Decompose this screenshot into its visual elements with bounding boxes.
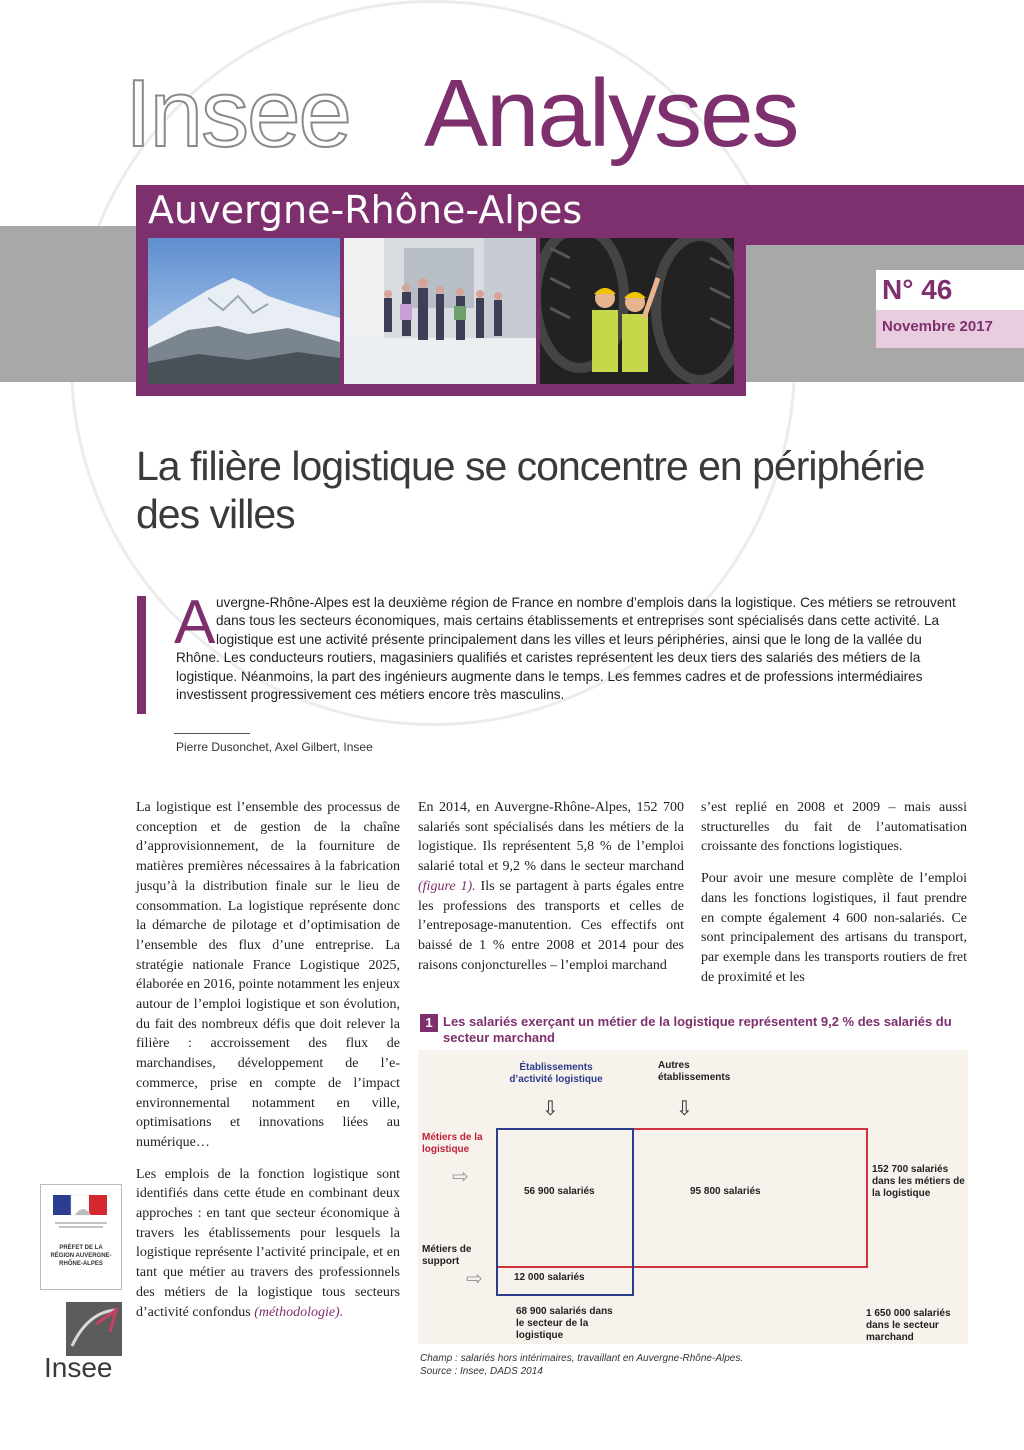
paragraph-text: Ils se partagent à parts égales entre les professions des transports et celles de l’entreposage-manutention. Ces effectifs ont baissé de 1 % entre 2008 et 2014 pour des raisons conjoncturelles – l’emploi marchand <box>418 878 684 973</box>
paragraph <box>136 1165 400 1323</box>
body-column-2 <box>418 798 684 987</box>
paragraph-text: Les emplois de la fonction logistique sont identifiés dans cette étude en combinant deux approches : en tant que secteur économique à travers les établissements pour lesquels la logistique représente l’activité principale, et en tant que métier au travers des professionnels des métiers de la logistique tous secteurs d’activité confondus <box>136 1166 400 1320</box>
down-arrow-icon: ⇩ <box>676 1098 693 1120</box>
row-label-logistics-jobs: Métiers de la logistique <box>422 1132 483 1155</box>
analyses-wordmark: Analyses <box>424 60 798 167</box>
abstract-dropcap: A <box>174 588 216 657</box>
paragraph: s’est replié en 2008 et 2009 – mais aussi structurelles du fait de l’automatisation croissante des fonctions logistiques. <box>701 800 967 855</box>
figure-caption <box>420 1352 743 1378</box>
figure-number: 1 <box>420 1014 438 1032</box>
row-label-support-jobs: Métiers de support <box>422 1244 472 1267</box>
column-label-other-establishments: Autres établissements <box>658 1060 731 1083</box>
logistics-sector-box <box>496 1128 634 1296</box>
total-logistics-sector: 68 900 salariés dans le secteur de la logistique <box>516 1306 613 1341</box>
abstract <box>174 588 966 704</box>
right-arrow-icon: ⇨ <box>466 1268 483 1290</box>
total-market-sector: 1 650 000 salariés dans le secteur marchand <box>866 1308 951 1343</box>
figure-1-link[interactable]: (figure 1). <box>418 878 476 894</box>
article-title: La filière logistique se concentre en périphérie des villes <box>136 443 925 537</box>
paragraph <box>418 798 684 975</box>
prefecture-label: PRÉFET DE LA RÉGION AUVERGNE-RHÔNE-ALPES <box>50 1245 112 1267</box>
column-label-logistics-establishments: Établissements d’activité logistique <box>509 1062 603 1085</box>
abstract-text: uvergne-Rhône-Alpes est la deuxième région de France en nombre d’emplois dans la logistique. Ces métiers se retrouvent dans tous les secteurs économiques, mais certains établissements et entreprises sont spécialisés dans cette activité. La logistique est une activité présente principalement dans les villes et leurs périphéries, ainsi que le long de la vallée du Rhône. Les conducteurs routiers, magasiniers qualifiés et caristes représentent les deux tiers des salariés des métiers de la logistique. Néanmoins, la part des ingénieurs augmente dans le temps. Les femmes cadres et de professions intermédiaires investissent progressivement ces métiers encore très masculins. <box>176 595 956 703</box>
right-arrow-icon: ⇨ <box>452 1166 469 1188</box>
insee-logo-text: Insee <box>44 1352 113 1383</box>
down-arrow-icon: ⇩ <box>542 1098 559 1120</box>
paragraph-text: En 2014, en Auvergne-Rhône-Alpes, 152 700 salariés sont spécialisés dans les métiers de la logistique. Ils représentent 5,8 % de l’emploi salarié total et 9,2 % dans le secteur marchand <box>418 800 684 875</box>
tyres-workers-photo <box>540 238 734 384</box>
methodology-link[interactable]: (méthodologie). <box>254 1304 344 1320</box>
figure-scope: Champ : salariés hors intérimaires, travaillant en Auvergne-Rhône-Alpes. <box>420 1353 744 1364</box>
abstract-bar <box>137 596 146 714</box>
cell-other-sector-logistics-jobs: 95 800 salariés <box>690 1186 761 1197</box>
cell-logistics-sector-logistics-jobs: 56 900 salariés <box>524 1186 595 1197</box>
issue-date: Novembre 2017 <box>882 318 993 335</box>
warehouse-people-photo <box>344 238 536 384</box>
authors: Pierre Dusonchet, Axel Gilbert, Insee <box>176 740 373 754</box>
paragraph: Pour avoir une mesure complète de l’emploi dans les fonctions logistiques, il faut prendre en compte également 4 600 non-salariés. Ce sont principalement des artisans du transport, par exemple dans les transports routiers de fret de proximité et les <box>701 871 967 985</box>
region-name: Auvergne-Rhône-Alpes <box>148 188 583 232</box>
insee-logo-icon <box>66 1302 122 1356</box>
insee-wordmark: Insee <box>125 60 350 167</box>
figure-source: Source : Insee, DADS 2014 <box>420 1366 543 1377</box>
mountain-photo <box>148 238 340 384</box>
figure-title: Les salariés exerçant un métier de la logistique représentent 9,2 % des salariés du secteur marchand <box>443 1014 952 1045</box>
paragraph: La logistique est l’ensemble des processus de conception et de gestion de la chaîne d’approvisionnement, de la fourniture de matières premières nécessaires à la fabrication jusqu’à la distribution finale sur le lieu de consommation. La logistique représente donc la démarche de pilotage et d’optimisation de l’ensemble des flux d’une entreprise. La stratégie nationale France Logistique 2025, élaborée en 2016, pointe notamment les enjeux autour de l’emploi logistique et son évolution, du fait des nombreux défis que doit relever la filière : accroissement des flux de marchandises, développement de l’e-commerce, prise en compte de l’impact environnemental notamment en ville, optimisations et innovations liées au numérique… <box>136 800 400 1150</box>
marianne-flag-icon <box>41 1185 121 1237</box>
prefecture-logo <box>40 1184 122 1290</box>
body-column-1 <box>136 798 400 1334</box>
issue-number: N° 46 <box>882 274 953 305</box>
total-logistics-jobs: 152 700 salariés dans les métiers de la logistique <box>872 1164 965 1199</box>
cell-logistics-sector-support-jobs: 12 000 salariés <box>514 1272 585 1283</box>
body-column-3 <box>701 798 967 999</box>
authors-rule <box>174 733 250 734</box>
